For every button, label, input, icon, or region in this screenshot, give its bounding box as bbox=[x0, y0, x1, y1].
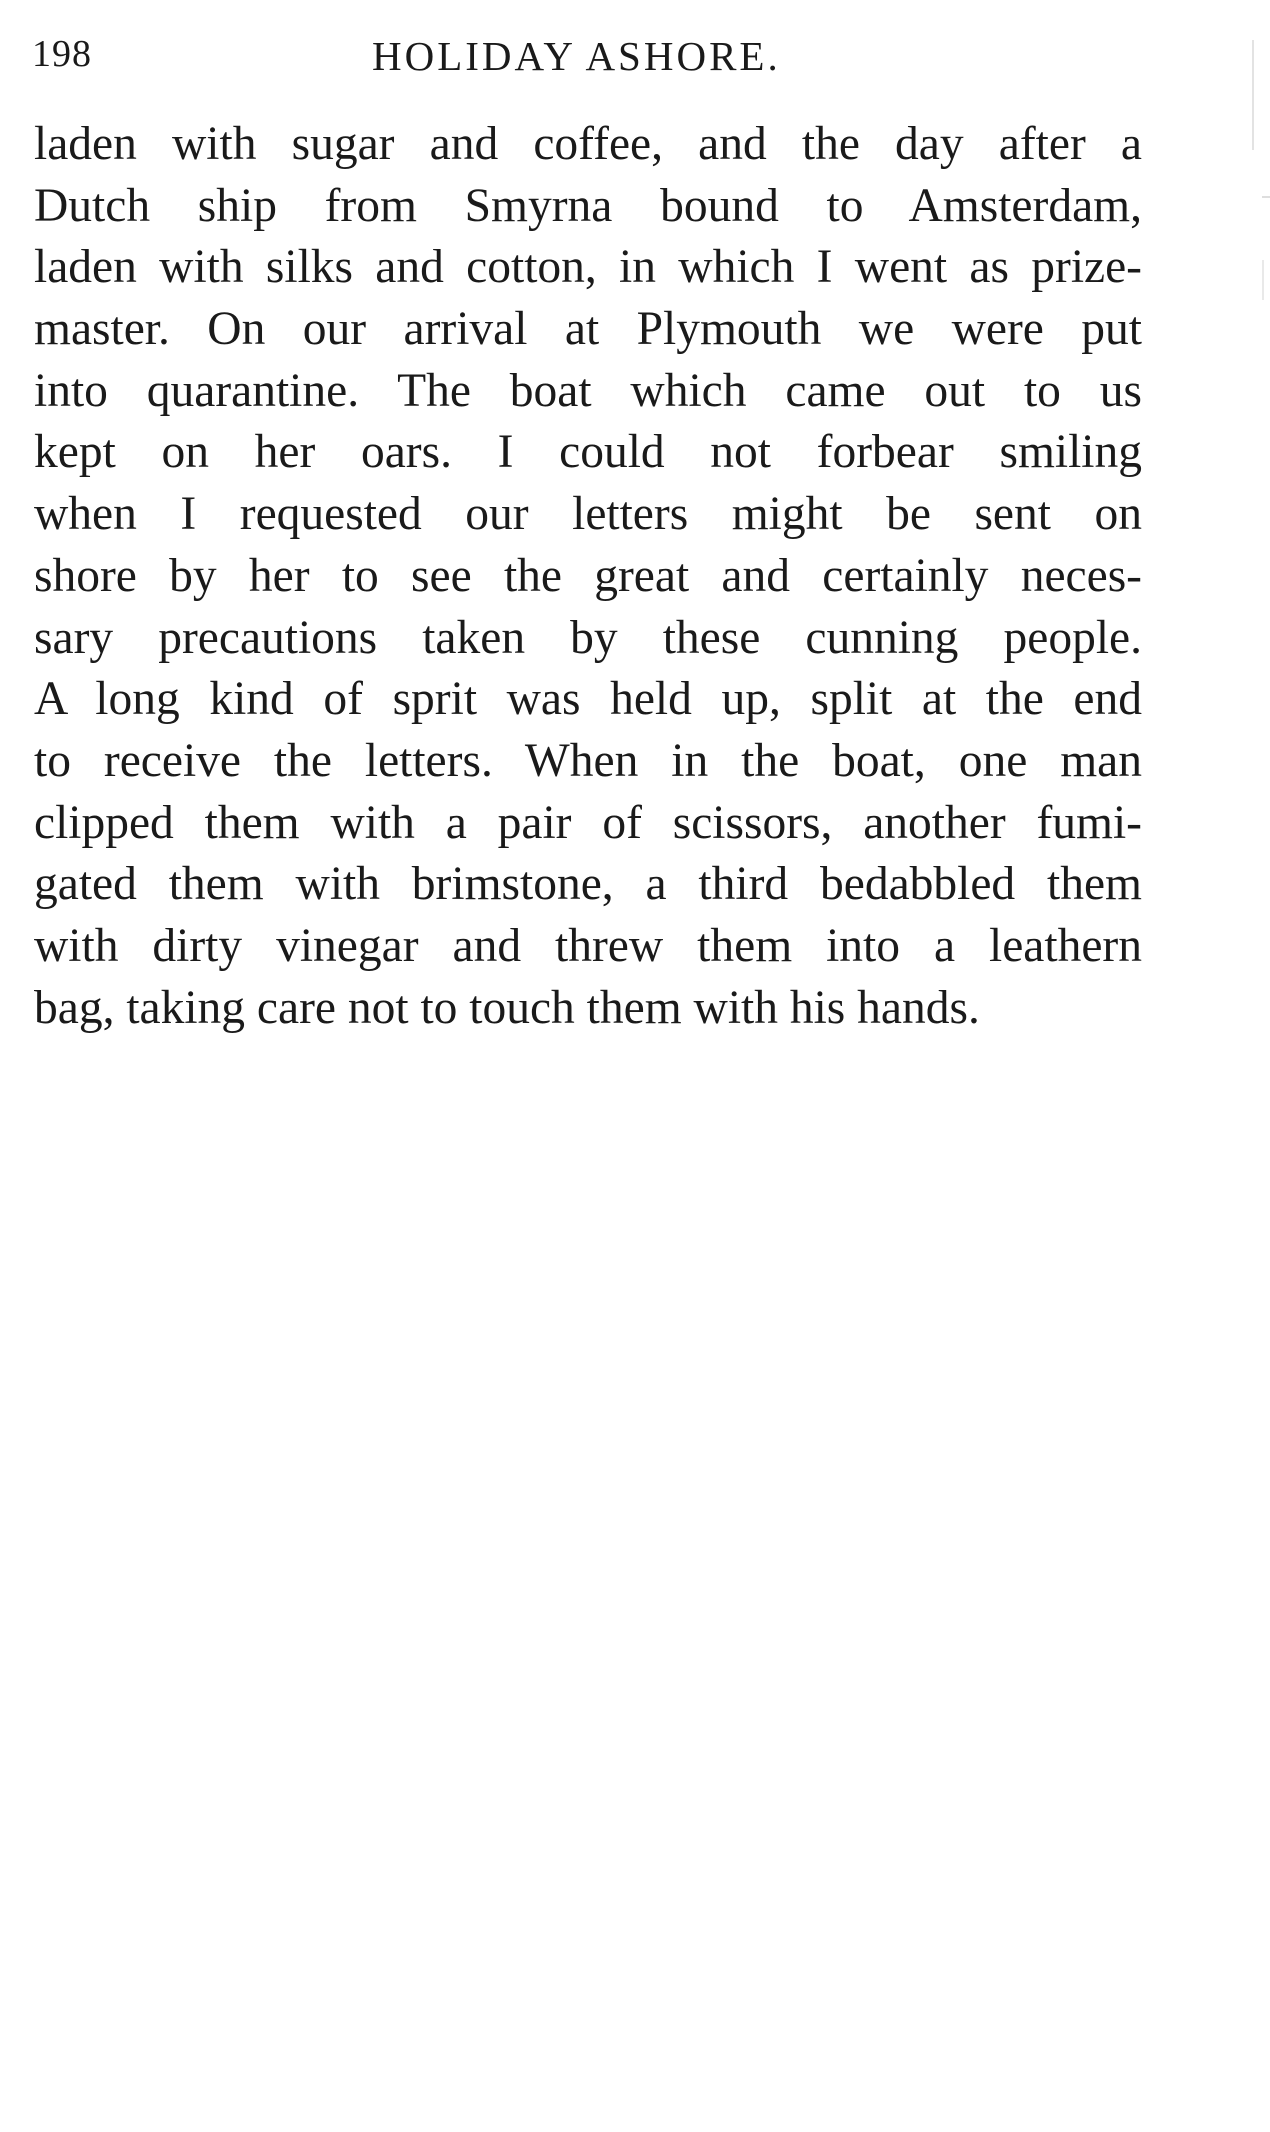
text-line: into quarantine. The boat which came out to us bbox=[34, 364, 1142, 417]
text-line: gated them with brimstone, a third bedabbled them bbox=[34, 858, 1142, 911]
text-line: with dirty vinegar and threw them into a leathern bbox=[34, 919, 1142, 972]
text-line: kept on her oars. I could not forbear smiling bbox=[34, 426, 1142, 479]
text-line: sary precautions taken by these cunning people. bbox=[34, 611, 1142, 664]
gutter-speck bbox=[1252, 40, 1254, 150]
text-line: clipped them with a pair of scissors, another fumi- bbox=[34, 796, 1142, 849]
text-line: Dutch ship from Smyrna bound to Amsterdam, bbox=[34, 179, 1142, 232]
text-line: when I requested our letters might be sent on bbox=[34, 488, 1142, 541]
gutter-speck bbox=[1262, 260, 1264, 300]
text-line: master. On our arrival at Plymouth we were put bbox=[34, 303, 1142, 356]
page-number: 198 bbox=[32, 33, 92, 75]
text-line: shore by her to see the great and certainly neces- bbox=[34, 549, 1142, 602]
running-head bbox=[32, 22, 1142, 82]
text-line: laden with sugar and coffee, and the day after a bbox=[34, 118, 1142, 170]
running-title: HOLIDAY ASHORE. bbox=[372, 33, 781, 79]
gutter-speck bbox=[1262, 196, 1270, 198]
body-paragraph bbox=[34, 114, 1142, 1039]
text-line: laden with silks and cotton, in which I went as prize- bbox=[34, 241, 1142, 294]
text-line: to receive the letters. When in the boat, one man bbox=[34, 734, 1142, 787]
text-line: bag, taking care not to touch them with his hands. bbox=[34, 981, 980, 1034]
text-line: A long kind of sprit was held up, split at the end bbox=[34, 673, 1142, 726]
